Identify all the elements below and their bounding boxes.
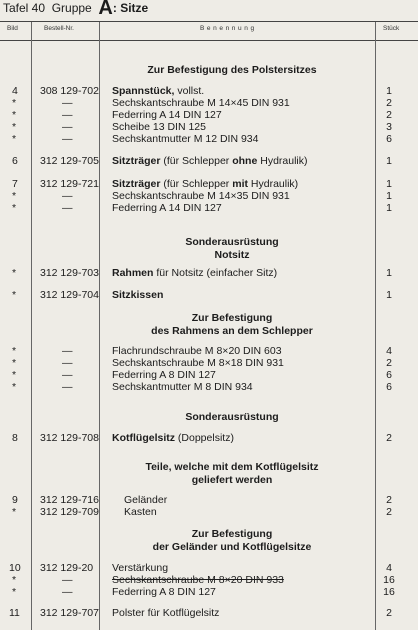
section-heading: der Geländer und Kotflügelsitze [152,541,312,553]
column-header-qty: Stück [383,25,400,32]
section-heading: Zur Befestigung des Polstersitzes [147,64,317,76]
column-header-name: Benennung [200,25,257,32]
section-heading: Sonderausrüstung [185,236,279,248]
section-heading: des Rahmens an dem Schlepper [151,325,313,337]
section-heading: Notsitz [214,249,250,261]
table-row: 4 308 129-702 Spannstück, vollst. 1 [12,85,392,97]
table-row: * — Sechskantschraube M 8×18 DIN 931 2 [12,357,392,369]
page-title [3,0,148,20]
table-row: * 312 129-703 Rahmen für Notsitz (einfacher Sitz) 1 [12,267,392,279]
section-heading: Zur Befestigung [191,312,273,324]
group-letter: A [98,0,113,19]
section-heading: geliefert werden [191,474,273,486]
table-row: * — Scheibe 13 DIN 125 3 [12,121,392,133]
section-heading: Zur Befestigung [191,528,273,540]
table-row: * — Federring A 14 DIN 127 1 [12,202,392,214]
table-row: * — Sechskantmutter M 8 DIN 934 6 [12,381,392,393]
gruppe-label: Gruppe [51,1,92,15]
table-row: * — Sechskantschraube M 14×35 DIN 931 1 [12,190,392,202]
header-rule [0,40,418,41]
table-row: 9 312 129-716 Geländer 2 [12,494,392,506]
column-header-bild: Bild [7,25,18,32]
table-row: 11 312 129-707 Polster für Kotflügelsitz 2 [9,607,392,619]
table-row: * — Federring A 8 DIN 127 6 [12,369,392,381]
table-row: * — Federring A 14 DIN 127 2 [12,109,392,121]
section-heading: Sonderausrüstung [185,411,279,423]
table-row: 8 312 129-708 Kotflügelsitz (Doppelsitz) 2 [12,432,392,444]
table-row: * 312 129-704 Sitzkissen 1 [12,289,392,301]
top-rule [0,21,418,22]
table-row: 10 312 129-20 Verstärkung 4 [9,562,392,574]
table-row: 6 312 129-705 Sitzträger (für Schlepper ohne Hydraulik) 1 [12,155,392,167]
table-row: * — Sechskantschraube M 8×20 DIN 933 16 [12,574,395,586]
table-row: * 312 129-709 Kasten 2 [12,506,392,518]
table-row: 7 312 129-721 Sitzträger (für Schlepper mit Hydraulik) 1 [12,178,392,190]
table-row: * — Federring A 8 DIN 127 16 [12,586,395,598]
section-heading: Teile, welche mit dem Kotflügelsitz [145,461,319,473]
table-row: * — Sechskantschraube M 14×45 DIN 931 2 [12,97,392,109]
table-row: * — Flachrundschraube M 8×20 DIN 603 4 [12,345,392,357]
table-row: * — Sechskantmutter M 12 DIN 934 6 [12,133,392,145]
column-header-nr: Bestell-Nr. [44,25,74,32]
tafel-label: Tafel 40 [3,1,46,15]
group-suffix: : Sitze [112,1,149,15]
